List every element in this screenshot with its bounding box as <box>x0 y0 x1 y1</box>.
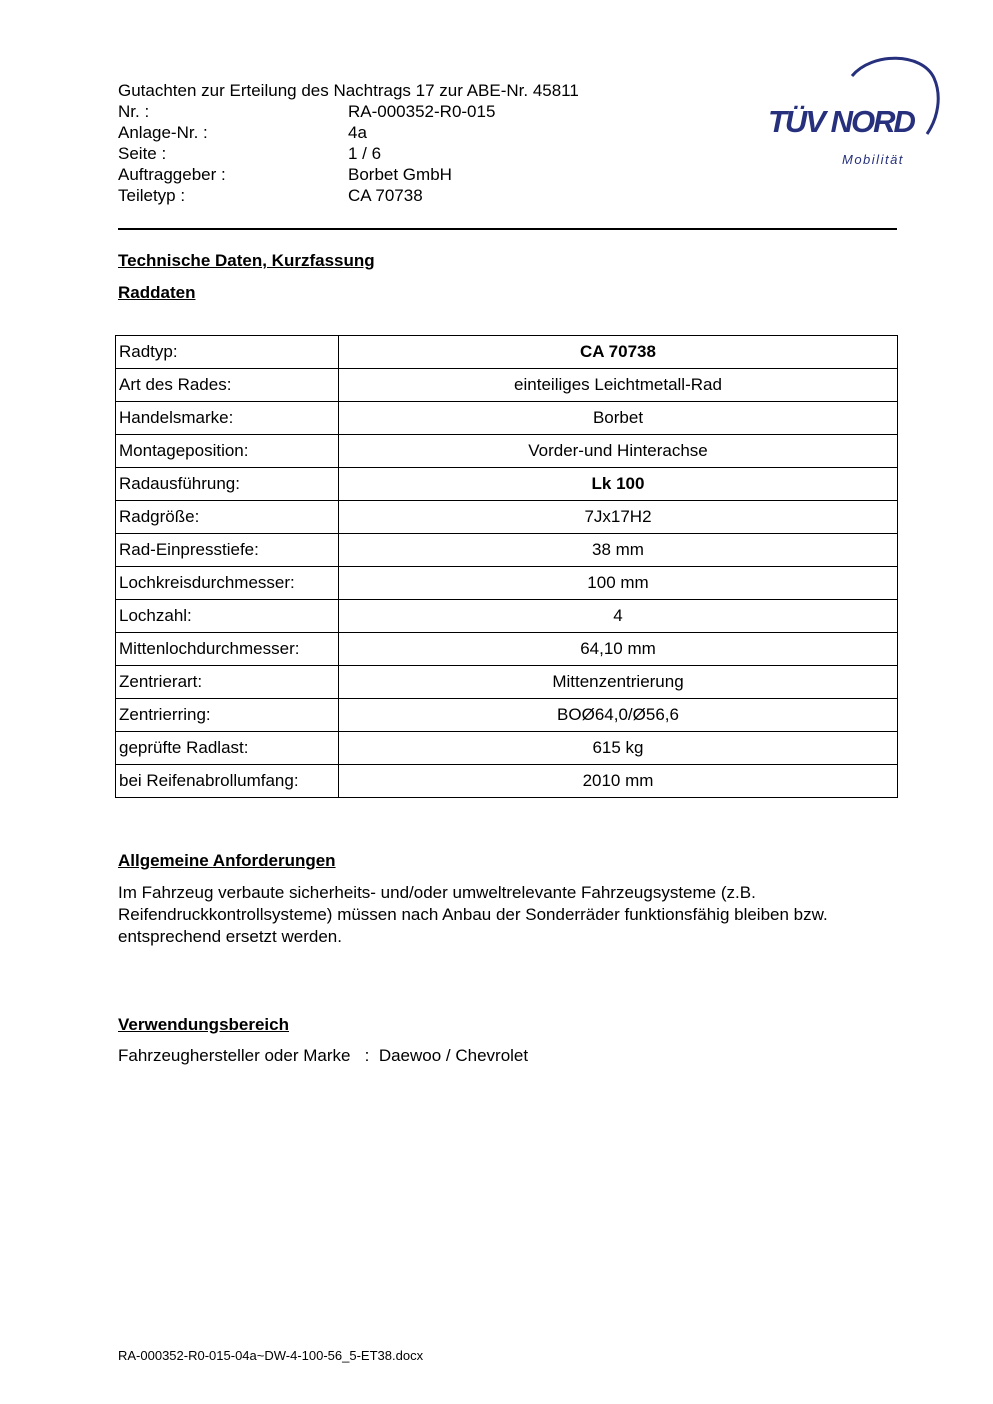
header-divider <box>118 228 897 230</box>
header-row-attachment <box>118 122 678 143</box>
header-label: Nr. : <box>118 102 150 121</box>
header-value: 1 / 6 <box>348 144 382 163</box>
table-row <box>116 765 898 798</box>
table-cell-label: Radgröße: <box>116 501 339 534</box>
table-cell-label: Handelsmarke: <box>116 402 339 435</box>
table-cell-value: Borbet <box>339 402 898 435</box>
table-cell-label: geprüfte Radlast: <box>116 732 339 765</box>
table-cell-label: bei Reifenabrollumfang: <box>116 765 339 798</box>
header-row-part-type <box>118 185 678 206</box>
usage-separator: : <box>364 1046 370 1065</box>
header-row-page <box>118 143 678 164</box>
header-label: Auftraggeber : <box>118 165 226 184</box>
table-cell-value: 38 mm <box>339 534 898 567</box>
table-row <box>116 567 898 600</box>
table-row <box>116 501 898 534</box>
table-cell-value: 64,10 mm <box>339 633 898 666</box>
table-row <box>116 600 898 633</box>
table-cell-value: einteiliges Leichtmetall-Rad <box>339 369 898 402</box>
table-row <box>116 369 898 402</box>
table-cell-value: 2010 mm <box>339 765 898 798</box>
table-row <box>116 633 898 666</box>
table-cell-value: BOØ64,0/Ø56,6 <box>339 699 898 732</box>
table-cell-value: 615 kg <box>339 732 898 765</box>
table-row <box>116 732 898 765</box>
document-header <box>118 80 678 206</box>
table-cell-label: Zentrierart: <box>116 666 339 699</box>
header-row-client <box>118 164 678 185</box>
table-cell-value: Lk 100 <box>339 468 898 501</box>
table-cell-value: CA 70738 <box>339 336 898 369</box>
table-cell-label: Lochkreisdurchmesser: <box>116 567 339 600</box>
table-row <box>116 468 898 501</box>
table-cell-value: Mittenzentrierung <box>339 666 898 699</box>
usage-manufacturer-line <box>118 1046 528 1066</box>
table-cell-label: Montageposition: <box>116 435 339 468</box>
general-requirements-text: Im Fahrzeug verbaute sicherheits- und/oder umweltrelevante Fahrzeugsysteme (z.B. Reifendruckkontrollsysteme) müssen nach Anbau der Sonderräder funktionsfähig bleiben bzw. entsprechend ersetzt werden. <box>118 883 828 946</box>
table-row <box>116 699 898 732</box>
tuv-nord-logo <box>762 56 942 171</box>
table-cell-label: Rad-Einpresstiefe: <box>116 534 339 567</box>
table-row <box>116 534 898 567</box>
header-value: Borbet GmbH <box>348 165 452 184</box>
header-value: CA 70738 <box>348 186 423 205</box>
report-title: Gutachten zur Erteilung des Nachtrags 17 zur ABE-Nr. 45811 <box>118 81 579 100</box>
logo-brand-text: TÜV NORD <box>768 104 914 139</box>
technical-data-heading: Technische Daten, Kurzfassung <box>118 251 375 270</box>
table-cell-label: Art des Rades: <box>116 369 339 402</box>
header-row-number <box>118 101 678 122</box>
header-label: Seite : <box>118 144 167 163</box>
usage-label: Fahrzeughersteller oder Marke <box>118 1046 351 1065</box>
table-cell-value: 100 mm <box>339 567 898 600</box>
header-value: 4a <box>348 123 367 142</box>
general-requirements-heading: Allgemeine Anforderungen <box>118 851 336 870</box>
table-cell-label: Lochzahl: <box>116 600 339 633</box>
table-row <box>116 402 898 435</box>
header-label: Anlage-Nr. : <box>118 123 208 142</box>
table-cell-value: Vorder-und Hinterachse <box>339 435 898 468</box>
table-cell-label: Radtyp: <box>116 336 339 369</box>
table-cell-value: 7Jx17H2 <box>339 501 898 534</box>
logo-subtitle: Mobilität <box>842 152 904 167</box>
table-row <box>116 435 898 468</box>
wheel-data-heading: Raddaten <box>118 283 196 302</box>
footer-filename: RA-000352-R0-015-04a~DW-4-100-56_5-ET38.docx <box>118 1348 424 1363</box>
table-row <box>116 336 898 369</box>
usage-area-heading: Verwendungsbereich <box>118 1015 289 1034</box>
table-cell-label: Radausführung: <box>116 468 339 501</box>
header-value: RA-000352-R0-015 <box>348 102 496 121</box>
table-cell-label: Mittenlochdurchmesser: <box>116 633 339 666</box>
header-label: Teiletyp : <box>118 186 186 205</box>
table-cell-label: Zentrierring: <box>116 699 339 732</box>
wheel-data-table <box>115 335 898 798</box>
usage-value: Daewoo / Chevrolet <box>378 1046 529 1065</box>
table-cell-value: 4 <box>339 600 898 633</box>
table-row <box>116 666 898 699</box>
